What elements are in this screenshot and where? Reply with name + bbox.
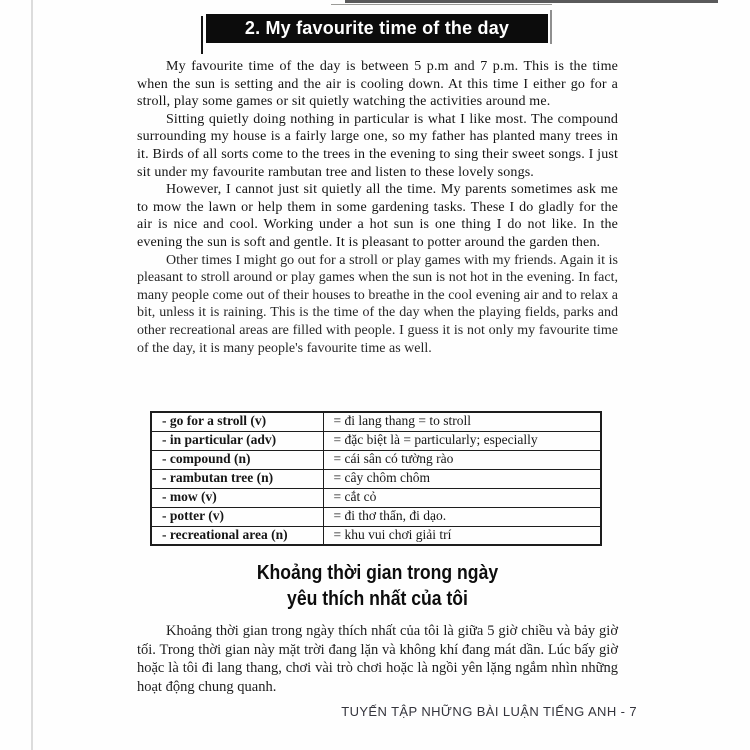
page-edge-line [31, 0, 33, 750]
table-row [151, 488, 601, 507]
definition-cell: = cái sân có tường rào [323, 450, 601, 469]
essay-paragraph: Other times I might go out for a stroll or play games with my friends. Again it is pleasant to stroll around or play games when the sun is not hot in the evening. In fact, many people come out of their houses to breathe in the cool evening air and to relax a bit, unless it is raining. This is the time of the day when the playing fields, parks and other recreational areas are filled with people. I guess it is not only my favourite time of the day, it is many people's favourite time as well. [137, 252, 618, 356]
essay-paragraph: My favourite time of the day is between 5 p.m and 7 p.m. This is the time when the sun is setting and the air is cooling down. At this time I either go for a stroll, play some games or sit quietly watching the activities around me. [137, 59, 618, 110]
photo-artifact-line-thin [331, 4, 552, 5]
table-row [151, 469, 601, 488]
translation-paragraph: Khoảng thời gian trong ngày thích nhất của tôi là giữa 5 giờ chiều và bảy giờ tối. Trong thời gian này mặt trời đang lặn và không khí đang mát dần. Lúc bấy giờ hoặc là tôi đi lang thang, chơi vài trò chơi hoặc là ngồi yên lặng ngắm nhìn những hoạt động chung quanh. [137, 623, 618, 695]
term-cell: - rambutan tree (n) [151, 469, 323, 488]
definition-cell: = cây chôm chôm [323, 469, 601, 488]
essay-title: 2. My favourite time of the day [244, 18, 510, 38]
term-cell: - mow (v) [151, 488, 323, 507]
definition-cell: = đặc biệt là = particularly; especially [323, 431, 601, 450]
definition-cell: = đi lang thang = to stroll [323, 412, 601, 431]
table-row [151, 450, 601, 469]
definition-cell: = khu vui chơi giải trí [323, 526, 601, 545]
essay-paragraph: However, I cannot just sit quietly all the time. My parents sometimes ask me to mow the lawn or help them in some gardening tasks. These I do gladly for the air is nice and cool. Working under a hot sun is one thing I do not like. In the evening the sun is soft and gentle. It is pleasant to potter around the garden then. [137, 182, 618, 250]
translation-heading-line: Khoảng thời gian trong ngày [256, 562, 499, 584]
essay-title-bar [206, 14, 548, 43]
translation-heading [137, 560, 618, 612]
definition-cell: = đi thơ thẩn, đi dạo. [323, 507, 601, 526]
table-row [151, 431, 601, 450]
page-footer-text: TUYẾN TẬP NHỮNG BÀI LUẬN TIẾNG ANH - 7 [341, 704, 637, 719]
term-cell: - in particular (adv) [151, 431, 323, 450]
table-row [151, 507, 601, 526]
definition-cell: = cắt cỏ [323, 488, 601, 507]
term-cell: - compound (n) [151, 450, 323, 469]
essay-body [137, 58, 618, 357]
term-cell: - potter (v) [151, 507, 323, 526]
photo-artifact-line-top [345, 0, 718, 3]
table-row [151, 412, 601, 431]
term-cell: - go for a stroll (v) [151, 412, 323, 431]
table-row [151, 526, 601, 545]
translation-heading-line: yêu thích nhất của tôi [287, 588, 468, 610]
term-cell: - recreational area (n) [151, 526, 323, 545]
vocabulary-table [150, 411, 602, 546]
essay-paragraph: Sitting quietly doing nothing in particular is what I like most. The compound surrounding my house is a fairly large one, so my father has planted many trees in it. Birds of all sorts come to the trees in the evening to sing their sweet songs. I just sit under my favourite rambutan tree and listen to these lovely songs. [137, 111, 618, 180]
